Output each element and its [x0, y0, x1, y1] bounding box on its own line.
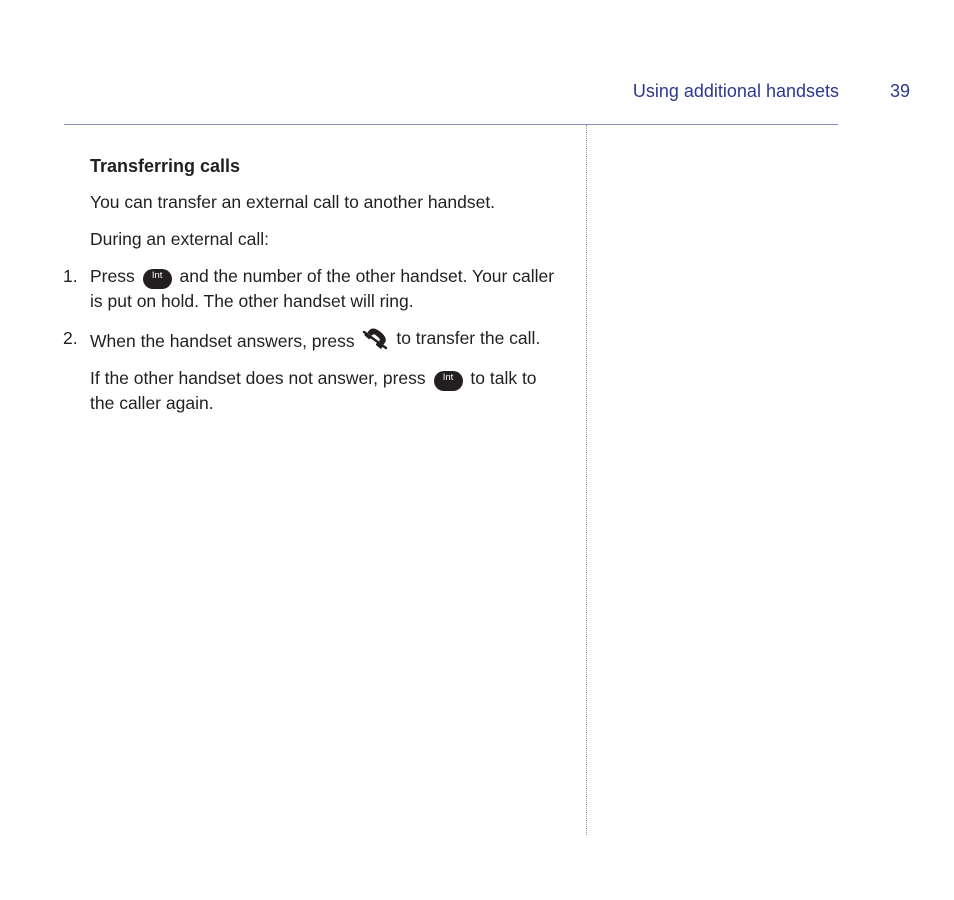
intro-text: You can transfer an external call to another handset. — [90, 192, 496, 212]
section-heading: Transferring calls — [90, 156, 241, 176]
condition-text: During an external call: — [90, 229, 269, 249]
column-divider — [586, 125, 587, 835]
step-number: 1. — [63, 266, 78, 286]
int-key-icon — [434, 371, 463, 391]
note-text — [90, 366, 560, 416]
int-key-icon — [143, 269, 172, 289]
step-1 — [63, 264, 560, 314]
step-text-before: When the handset answers, press — [90, 331, 355, 351]
step-text-before: Press — [90, 266, 135, 286]
step-text-after: and the number of the other handset. Your caller is put on hold. The other handset will ring. — [90, 266, 555, 311]
step-number: 2. — [63, 328, 78, 348]
note-text-after: to talk to the caller again. — [90, 368, 537, 413]
end-call-icon — [361, 326, 389, 352]
int-key-label: Int — [151, 270, 163, 281]
int-key-label: Int — [442, 372, 454, 383]
main-content — [63, 154, 560, 428]
note-text-before: If the other handset does not answer, press — [90, 368, 426, 388]
header-title: Using additional handsets — [632, 81, 839, 101]
step-text-after: to transfer the call. — [396, 328, 541, 348]
step-2 — [63, 326, 560, 354]
header-rule — [64, 124, 838, 125]
page-number: 39 — [889, 81, 910, 101]
